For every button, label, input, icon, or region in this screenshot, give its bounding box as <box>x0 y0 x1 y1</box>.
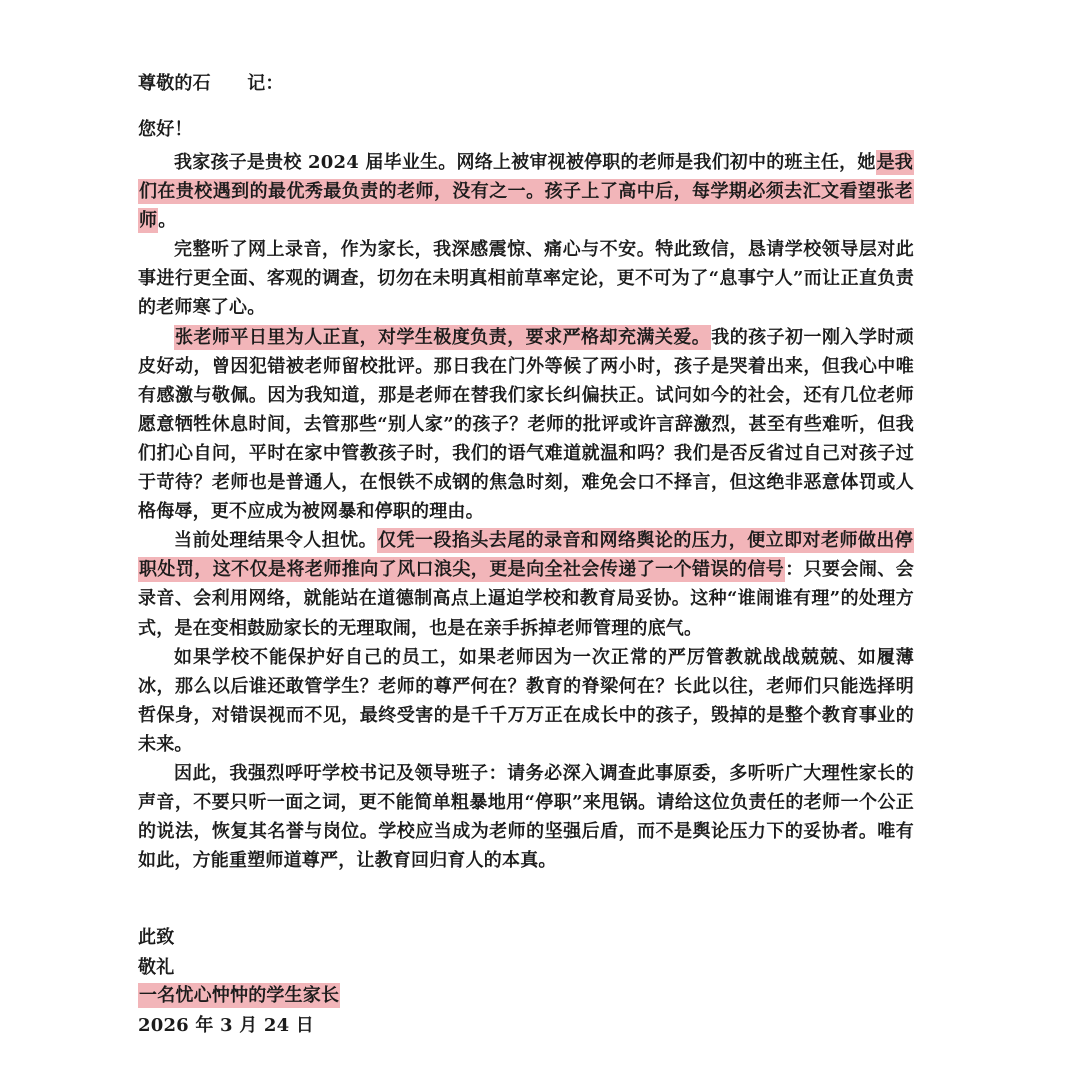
letter-body <box>138 148 914 875</box>
paragraph-6-text: 因此，我强烈呼吁学校书记及领导班子：请务必深入调查此事原委，多听听广大理性家长的声音，不要只听一面之词，更不能简单粗暴地用“停职”来甩锅。请给这位负责任的老师一个公正的说法，恢复其名誉与岗位。学校应当成为老师的坚强后盾，而不是舆论压力下的妥协者。唯有如此，方能重塑师道尊严，让教育回归育人的本真。 <box>138 762 914 872</box>
closing-line-1: 此致 <box>138 927 175 948</box>
paragraph-6 <box>138 759 914 875</box>
letter-date: 2026 年 3 月 24 日 <box>138 1015 315 1036</box>
paragraph-3-highlight: 张老师平日里为人正直，对学生极度负责，要求严格却充满关爱。 <box>175 326 711 348</box>
greeting: 您好！ <box>138 119 193 140</box>
closing-line-2: 敬礼 <box>138 957 175 978</box>
paragraph-5 <box>138 643 914 759</box>
salutation: 尊敬的石 记： <box>138 73 284 94</box>
paragraph-1-text: 我家孩子是贵校 2024 届毕业生。网络上被审视被停职的老师是我们初中的班主任，她 <box>174 152 876 173</box>
paragraph-4-highlight: 仅凭一段掐头去尾的录音和网络舆论的压力，便立即对老师做出停职处罚，这不仅是将老师推向了风口浪尖，更是向全社会传递了一个错误的信号 <box>139 530 914 581</box>
paragraph-2-text: 完整听了网上录音，作为家长，我深感震惊、痛心与不安。特此致信，恳请学校领导层对此事进行更全面、客观的调查，切勿在未明真相前草率定论，更不可为了“息事宁人”而让正直负责的老师寒了心。 <box>138 239 914 319</box>
paragraph-5-text: 如果学校不能保护好自己的员工，如果老师因为一次正常的严厉管教就战战兢兢、如履薄冰，那么以后谁还敢管学生？老师的尊严何在？教育的脊梁何在？长此以往，老师们只能选择明哲保身，对错误视而不见，最终受害的是千千万万正在成长中的孩子，毁掉的是整个教育事业的未来。 <box>138 646 914 755</box>
signature-highlight: 一名忧心忡忡的学生家长 <box>139 985 340 1006</box>
paragraph-4-text: ：只要会闹、会录音、会利用网络，就能站在道德制高点上逼迫学校和教育局妥协。这种“谁闹谁有理”的处理方式，是在变相鼓励家长的无理取闹，也是在亲手拆掉老师管理的底气。 <box>138 559 914 639</box>
paragraph-4-lead: 当前处理结果令人担忧。 <box>174 530 378 552</box>
paragraph-3 <box>138 323 914 527</box>
paragraph-1 <box>138 148 914 235</box>
signature <box>138 984 340 1008</box>
paragraph-2 <box>138 235 914 322</box>
paragraph-1-tail: 。 <box>158 210 177 232</box>
paragraph-3-text: 我的孩子初一刚入学时顽皮好动，曾因犯错被老师留校批评。那日我在门外等候了两小时，孩子是哭着出来，但我心中唯有感激与敬佩。因为我知道，那是老师在替我们家长纠偏扶正。试问如今的社会，还有几位老师愿意牺牲休息时间，去管那些“别人家”的孩子？老师的批评或许言辞激烈，甚至有些难听，但我们扪心自问，平时在家中管教孩子时，我们的语气难道就温和吗？我们是否反省过自己对孩子过于苛待？老师也是普通人，在恨铁不成钢的焦急时刻，难免会口不择言，但这绝非恶意体罚或人格侮辱，更不应成为被网暴和停职的理由。 <box>138 326 914 523</box>
paragraph-1-highlight: 是我们在贵校遇到的最优秀最负责的老师，没有之一。孩子上了高中后，每学期必须去汇文看望张老师 <box>139 152 913 232</box>
paragraph-4 <box>138 526 914 642</box>
